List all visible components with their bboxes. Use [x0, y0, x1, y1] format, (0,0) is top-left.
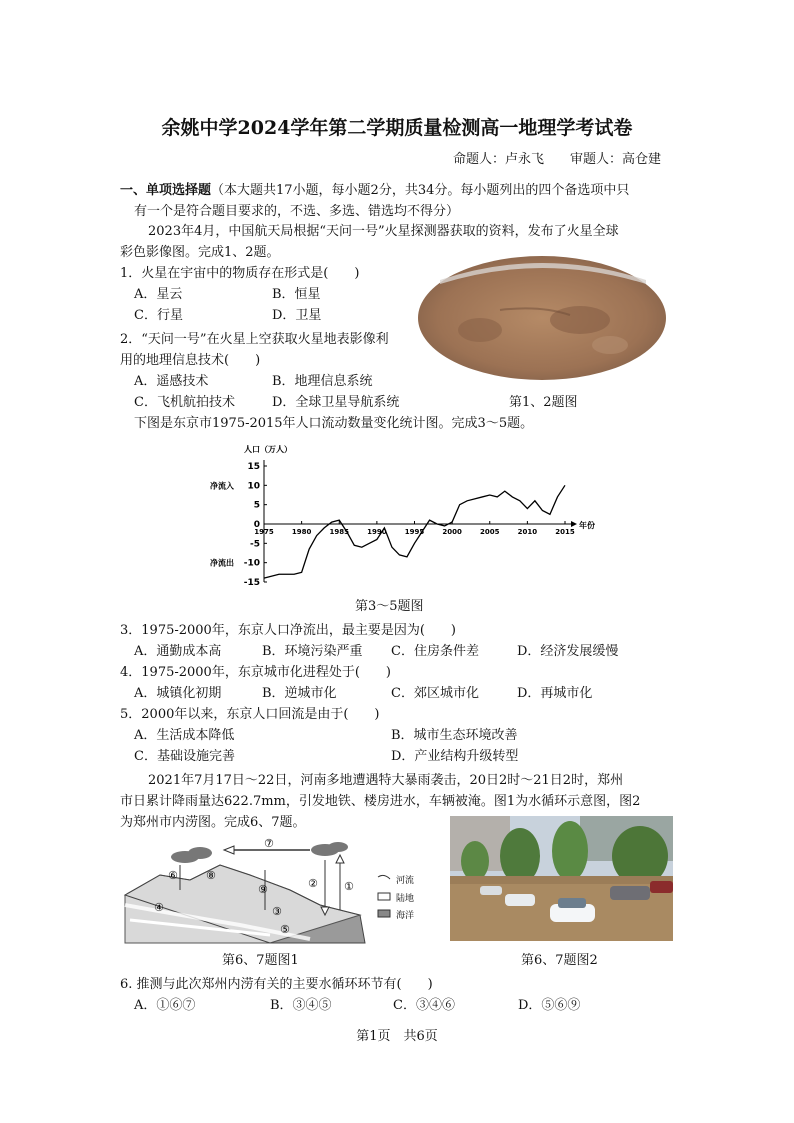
q5-option-a[interactable]: A．生活成本降低	[134, 728, 235, 743]
authors: 命题人：卢永飞 审题人：高仓建	[453, 152, 662, 167]
flood-photo	[450, 816, 673, 941]
q5-option-d[interactable]: D．产业结构升级转型	[391, 749, 519, 764]
q1-option-d[interactable]: D．卫星	[272, 308, 322, 323]
x-tick-label: 1980	[291, 528, 312, 536]
fig67-caption-2: 第6、7题图2	[521, 953, 598, 968]
y-tick-label: -15	[243, 578, 260, 588]
svg-text:⑤: ⑤	[280, 923, 290, 936]
q4-option-b[interactable]: B．逆城市化	[262, 686, 337, 701]
y-tick-label: 5	[253, 500, 260, 511]
svg-text:③: ③	[272, 905, 282, 918]
x-tick-label: 1985	[329, 528, 349, 536]
q2-stem-2: 用的地理信息技术( )	[120, 353, 261, 368]
water-cycle-diagram	[120, 835, 450, 945]
q2-option-b[interactable]: B．地理信息系统	[272, 374, 373, 389]
intro-67-line3: 为郑州市内涝图。完成6、7题。	[120, 815, 306, 830]
legend-land: 陆地	[396, 894, 415, 904]
section-desc-1: （本大题共17小题，每小题2分，共34分。每小题列出的四个备选项中只	[211, 183, 630, 198]
annotation-out: 净流出	[210, 558, 234, 568]
section-desc-2: 有一个是符合题目要求的，不选、多选、错选均不得分）	[134, 204, 460, 219]
q5-option-c[interactable]: C．基础设施完善	[134, 749, 235, 764]
fig12-caption: 第1、2题图	[509, 395, 578, 410]
q4-option-d[interactable]: D．再城市化	[517, 686, 593, 701]
q6-option-d[interactable]: D．⑤⑥⑨	[518, 998, 581, 1013]
svg-text:①: ①	[344, 880, 354, 893]
q1-option-c[interactable]: C．行星	[134, 308, 183, 323]
intro-67-line2: 市日累计降雨量达622.7mm，引发地铁、楼房进水，车辆被淹。图1为水循环示意图，图2	[120, 794, 641, 809]
q1-option-a[interactable]: A．星云	[134, 287, 183, 302]
q1-option-b[interactable]: B．恒星	[272, 287, 321, 302]
x-tick-label: 2000	[442, 528, 462, 536]
mars-global-map	[410, 250, 675, 385]
svg-text:⑨: ⑨	[258, 883, 268, 896]
page-footer: 第1页 共6页	[356, 1029, 438, 1044]
x-tick-label: 1975	[254, 528, 274, 536]
q3-option-a[interactable]: A．通勤成本高	[134, 644, 222, 659]
q2-option-d[interactable]: D．全球卫星导航系统	[272, 395, 400, 410]
q2-stem-1: 2．“天问一号”在火星上空获取火星地表影像利	[120, 332, 389, 347]
x-tick-label: 1995	[404, 528, 425, 536]
annotation-in: 净流入	[210, 481, 234, 491]
svg-text:⑥: ⑥	[168, 869, 178, 882]
q4-option-c[interactable]: C．郊区城市化	[391, 686, 479, 701]
svg-text:⑧: ⑧	[206, 869, 216, 882]
svg-text:②: ②	[308, 877, 318, 890]
y-tick-label: 15	[247, 462, 260, 472]
q6-option-b[interactable]: B．③④⑤	[270, 998, 332, 1013]
y-tick-label: -10	[243, 558, 260, 569]
fig67-caption-1: 第6、7题图1	[222, 953, 299, 968]
population-flow-chart	[200, 440, 600, 590]
y-axis-label: 人口（万人）	[244, 445, 292, 454]
y-tick-label: 0	[253, 520, 260, 530]
q2-option-c[interactable]: C．飞机航拍技术	[134, 395, 235, 410]
legend-river: 河流	[396, 876, 415, 886]
y-tick-label: 10	[247, 481, 260, 492]
q3-stem: 3．1975-2000年，东京人口净流出，最主要是因为( )	[120, 623, 456, 638]
x-tick-label: 2010	[517, 528, 538, 536]
q5-stem: 5．2000年以来，东京人口回流是由于( )	[120, 707, 380, 722]
x-tick-label: 2015	[555, 528, 575, 536]
q3-option-d[interactable]: D．经济发展缓慢	[517, 644, 619, 659]
page-title: 余姚中学2024学年第二学期质量检测高一地理学考试卷	[161, 117, 633, 139]
x-axis-label: 年份	[579, 521, 595, 530]
section-heading-line	[120, 181, 629, 201]
q1-stem: 1．火星在宇宙中的物质存在形式是( )	[120, 266, 360, 281]
svg-text:④: ④	[154, 901, 164, 914]
q4-stem: 4．1975-2000年，东京城市化进程处于( )	[120, 665, 391, 680]
x-tick-label: 2005	[480, 528, 500, 536]
q6-option-a[interactable]: A．①⑥⑦	[134, 998, 196, 1013]
intro-35: 下图是东京市1975-2015年人口流动数量变化统计图。完成3～5题。	[134, 416, 534, 431]
y-tick-label: -5	[250, 539, 260, 550]
q6-stem: 6. 推测与此次郑州内涝有关的主要水循环环节有( )	[120, 977, 433, 992]
intro-12-line2: 彩色影像图。完成1、2题。	[120, 245, 280, 260]
intro-12-line1: 2023年4月，中国航天局根据“天问一号”火星探测器获取的资料，发布了火星全球	[148, 224, 619, 239]
q6-option-c[interactable]: C．③④⑥	[393, 998, 455, 1013]
svg-text:⑦: ⑦	[264, 837, 274, 850]
q4-option-a[interactable]: A．城镇化初期	[134, 686, 222, 701]
q3-option-c[interactable]: C．住房条件差	[391, 644, 479, 659]
q5-option-b[interactable]: B．城市生态环境改善	[391, 728, 518, 743]
intro-67-line1: 2021年7月17日～22日，河南多地遭遇特大暴雨袭击，20日2时～21日2时，郑州	[148, 773, 624, 788]
fig35-caption: 第3～5题图	[355, 599, 424, 614]
section-heading: 一、单项选择题	[120, 183, 212, 198]
legend-ocean: 海洋	[396, 911, 415, 921]
x-axis-arrow	[571, 521, 577, 527]
q3-option-b[interactable]: B．环境污染严重	[262, 644, 363, 659]
x-tick-label: 1990	[367, 528, 387, 536]
q2-option-a[interactable]: A．遥感技术	[134, 374, 209, 389]
